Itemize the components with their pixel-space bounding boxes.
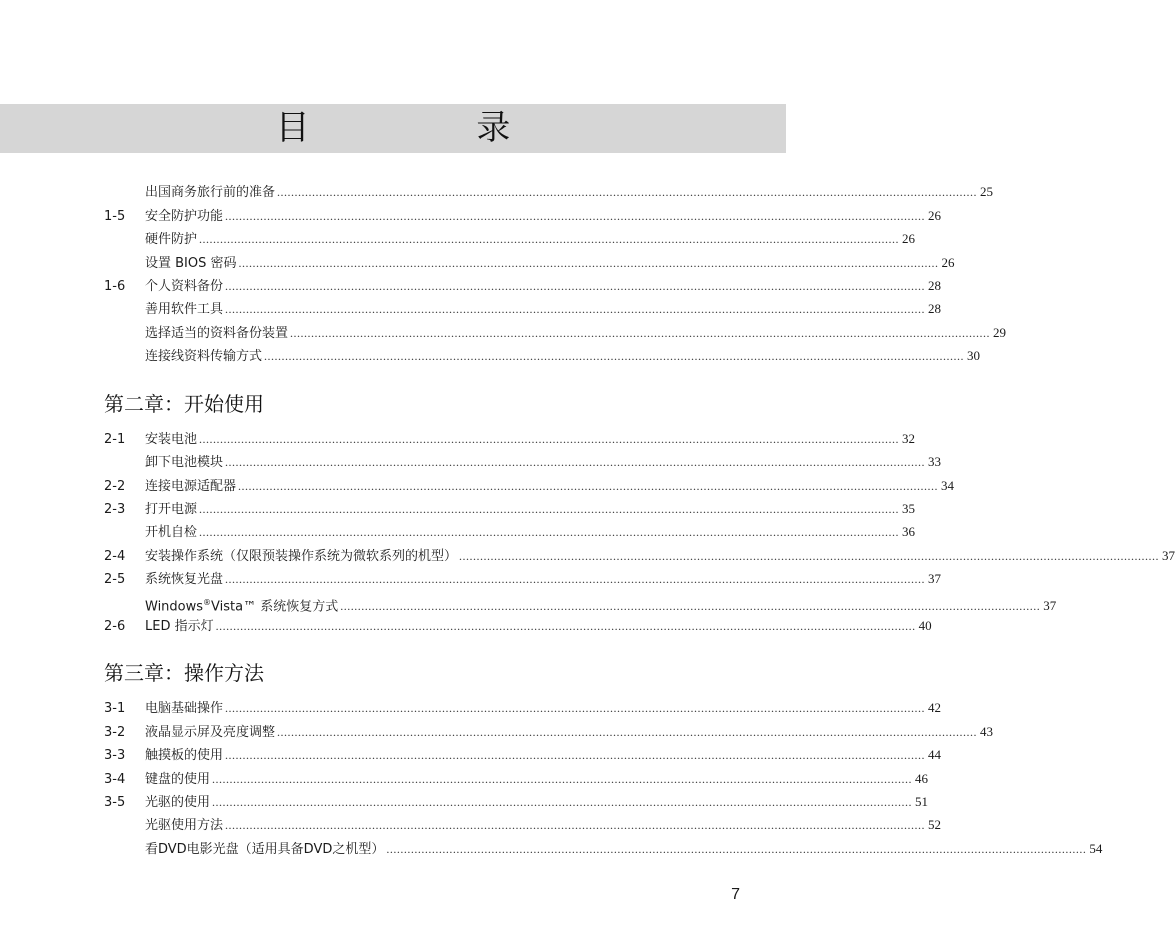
toc-entry[interactable] [104,698,942,718]
toc-entry[interactable] [104,593,1057,615]
dot-leader: ........................................................................................................................................................................................................ [225,279,926,293]
dot-leader: ........................................................................................................................................................................................................ [199,525,900,539]
entry-page: 26 [928,208,942,223]
entry-page: 36 [902,524,916,539]
dot-leader: ........................................................................................................................................................................................................ [215,619,916,633]
entry-title: 液晶显示屏及亮度调整 [145,725,276,740]
dot-leader: ........................................................................................................................................................................................................ [264,349,965,363]
entry-title: 个人资料备份 [145,279,224,294]
toc-entry[interactable] [104,546,1175,566]
dot-leader: ........................................................................................................................................................................................................ [199,232,900,246]
toc-entry[interactable] [104,182,994,202]
toc-entry[interactable] [104,323,1007,343]
toc-entry[interactable] [104,745,942,765]
dot-leader: ........................................................................................................................................................................................................ [225,209,926,223]
dot-leader: ........................................................................................................................................................................................................ [277,185,978,199]
dot-leader: ........................................................................................................................................................................................................ [340,599,1041,614]
toc-entry[interactable] [104,815,942,835]
toc-entry[interactable] [104,792,929,812]
entry-title: 卸下电池模块 [145,455,224,470]
dot-leader: ........................................................................................................................................................................................................ [212,795,913,809]
toc-entry[interactable] [104,299,942,319]
chapter-heading[interactable]: 第二章：开始使用 [104,392,264,416]
entry-page: 25 [980,184,994,199]
entry-number: 1-6 [104,279,126,294]
entry-title: 连接线资料传输方式 [145,349,263,364]
entry-title: 设置 BIOS 密码 [145,256,237,271]
entry-page: 26 [941,255,955,270]
dot-leader: ........................................................................................................................................................................................................ [238,479,939,493]
toc-entry[interactable] [104,839,1103,859]
entry-page: 43 [980,724,994,739]
dot-leader: ........................................................................................................................................................................................................ [225,748,926,762]
toc-entry[interactable] [104,722,994,742]
entry-page: 29 [993,325,1007,340]
entry-page: 40 [918,618,932,633]
entry-page: 51 [915,794,929,809]
dot-leader: ........................................................................................................................................................................................................ [199,502,900,516]
dot-leader: ........................................................................................................................................................................................................ [212,772,913,786]
entry-page: 52 [928,817,942,832]
entry-page: 54 [1089,841,1103,856]
entry-title: 打开电源 [145,502,198,517]
toc-entry[interactable] [104,429,916,449]
dot-leader: ........................................................................................................................................................................................................ [225,701,926,715]
entry-number: 2-1 [104,432,126,447]
entry-number: 2-3 [104,502,126,517]
entry-page: 30 [967,348,981,363]
entry-title: 连接电源适配器 [145,479,237,494]
entry-page: 33 [928,454,942,469]
entry-number: 2-4 [104,549,126,564]
entry-title: LED 指示灯 [145,619,214,634]
entry-title: 硬件防护 [145,232,198,247]
entry-page: 32 [902,431,916,446]
entry-page: 37 [928,571,942,586]
entry-title: 选择适当的资料备份装置 [145,326,289,341]
toc-entry[interactable] [104,253,955,273]
entry-number: 2-2 [104,479,126,494]
entry-title: 看DVD电影光盘（适用具备DVD之机型） [145,842,385,857]
entry-page: 37 [1162,548,1175,563]
dot-leader: ........................................................................................................................................................................................................ [225,302,926,316]
entry-title: 系统恢复光盘 [145,572,224,587]
title-windows: Windows [145,599,204,615]
toc-entry[interactable] [104,616,932,636]
entry-number: 3-5 [104,795,126,810]
entry-number: 1-5 [104,209,126,224]
toc-entry[interactable] [104,206,942,226]
chapter-heading[interactable]: 第三章：操作方法 [104,661,264,685]
dot-leader: ........................................................................................................................................................................................................ [199,432,900,446]
toc-entry[interactable] [104,229,916,249]
dot-leader: ........................................................................................................................................................................................................ [225,818,926,832]
entry-number: 3-2 [104,725,126,740]
entry-page: 42 [928,700,942,715]
toc-entry[interactable] [104,769,929,789]
entry-title: 触摸板的使用 [145,748,224,763]
entry-title [145,593,340,617]
dot-leader: ........................................................................................................................................................................................................ [225,455,926,469]
dot-leader: ........................................................................................................................................................................................................ [238,256,939,270]
entry-title: 电脑基础操作 [145,701,224,716]
entry-title: 安装操作系统（仅限预装操作系统为微软系列的机型） [145,549,458,564]
entry-number: 3-4 [104,772,126,787]
toc-entry[interactable] [104,522,916,542]
toc-entry[interactable] [104,569,942,589]
toc-entry[interactable] [104,346,981,366]
entry-title: 出国商务旅行前的准备 [145,185,276,200]
toc-entry[interactable] [104,499,916,519]
entry-title: 安装电池 [145,432,198,447]
entry-page: 34 [941,478,955,493]
dot-leader: ........................................................................................................................................................................................................ [290,326,991,340]
toc-entry[interactable] [104,452,942,472]
dot-leader: ........................................................................................................................................................................................................ [225,572,926,586]
toc-entry[interactable] [104,476,955,496]
entry-page: 26 [902,231,916,246]
entry-title: 光驱使用方法 [145,818,224,833]
title-vista: Vista™ 系统恢复方式 [211,599,339,615]
entry-page: 35 [902,501,916,516]
entry-number: 2-6 [104,619,126,634]
page-title: 目 录 [275,108,589,148]
registered-mark: ® [203,598,212,607]
entry-page: 44 [928,747,942,762]
entry-number: 3-3 [104,748,126,763]
toc-entry[interactable] [104,276,942,296]
entry-title: 安全防护功能 [145,209,224,224]
dot-leader: ........................................................................................................................................................................................................ [386,842,1087,856]
page-number: 7 [731,886,740,903]
entry-title: 光驱的使用 [145,795,211,810]
entry-page: 28 [928,278,942,293]
entry-number: 2-5 [104,572,126,587]
entry-number: 3-1 [104,701,126,716]
entry-page: 28 [928,301,942,316]
dot-leader: ........................................................................................................................................................................................................ [277,725,978,739]
entry-title: 开机自检 [145,525,198,540]
dot-leader: ........................................................................................................................................................................................................ [459,549,1160,563]
entry-title: 键盘的使用 [145,772,211,787]
entry-page: 37 [1043,598,1057,614]
entry-title: 善用软件工具 [145,302,224,317]
entry-page: 46 [915,771,929,786]
